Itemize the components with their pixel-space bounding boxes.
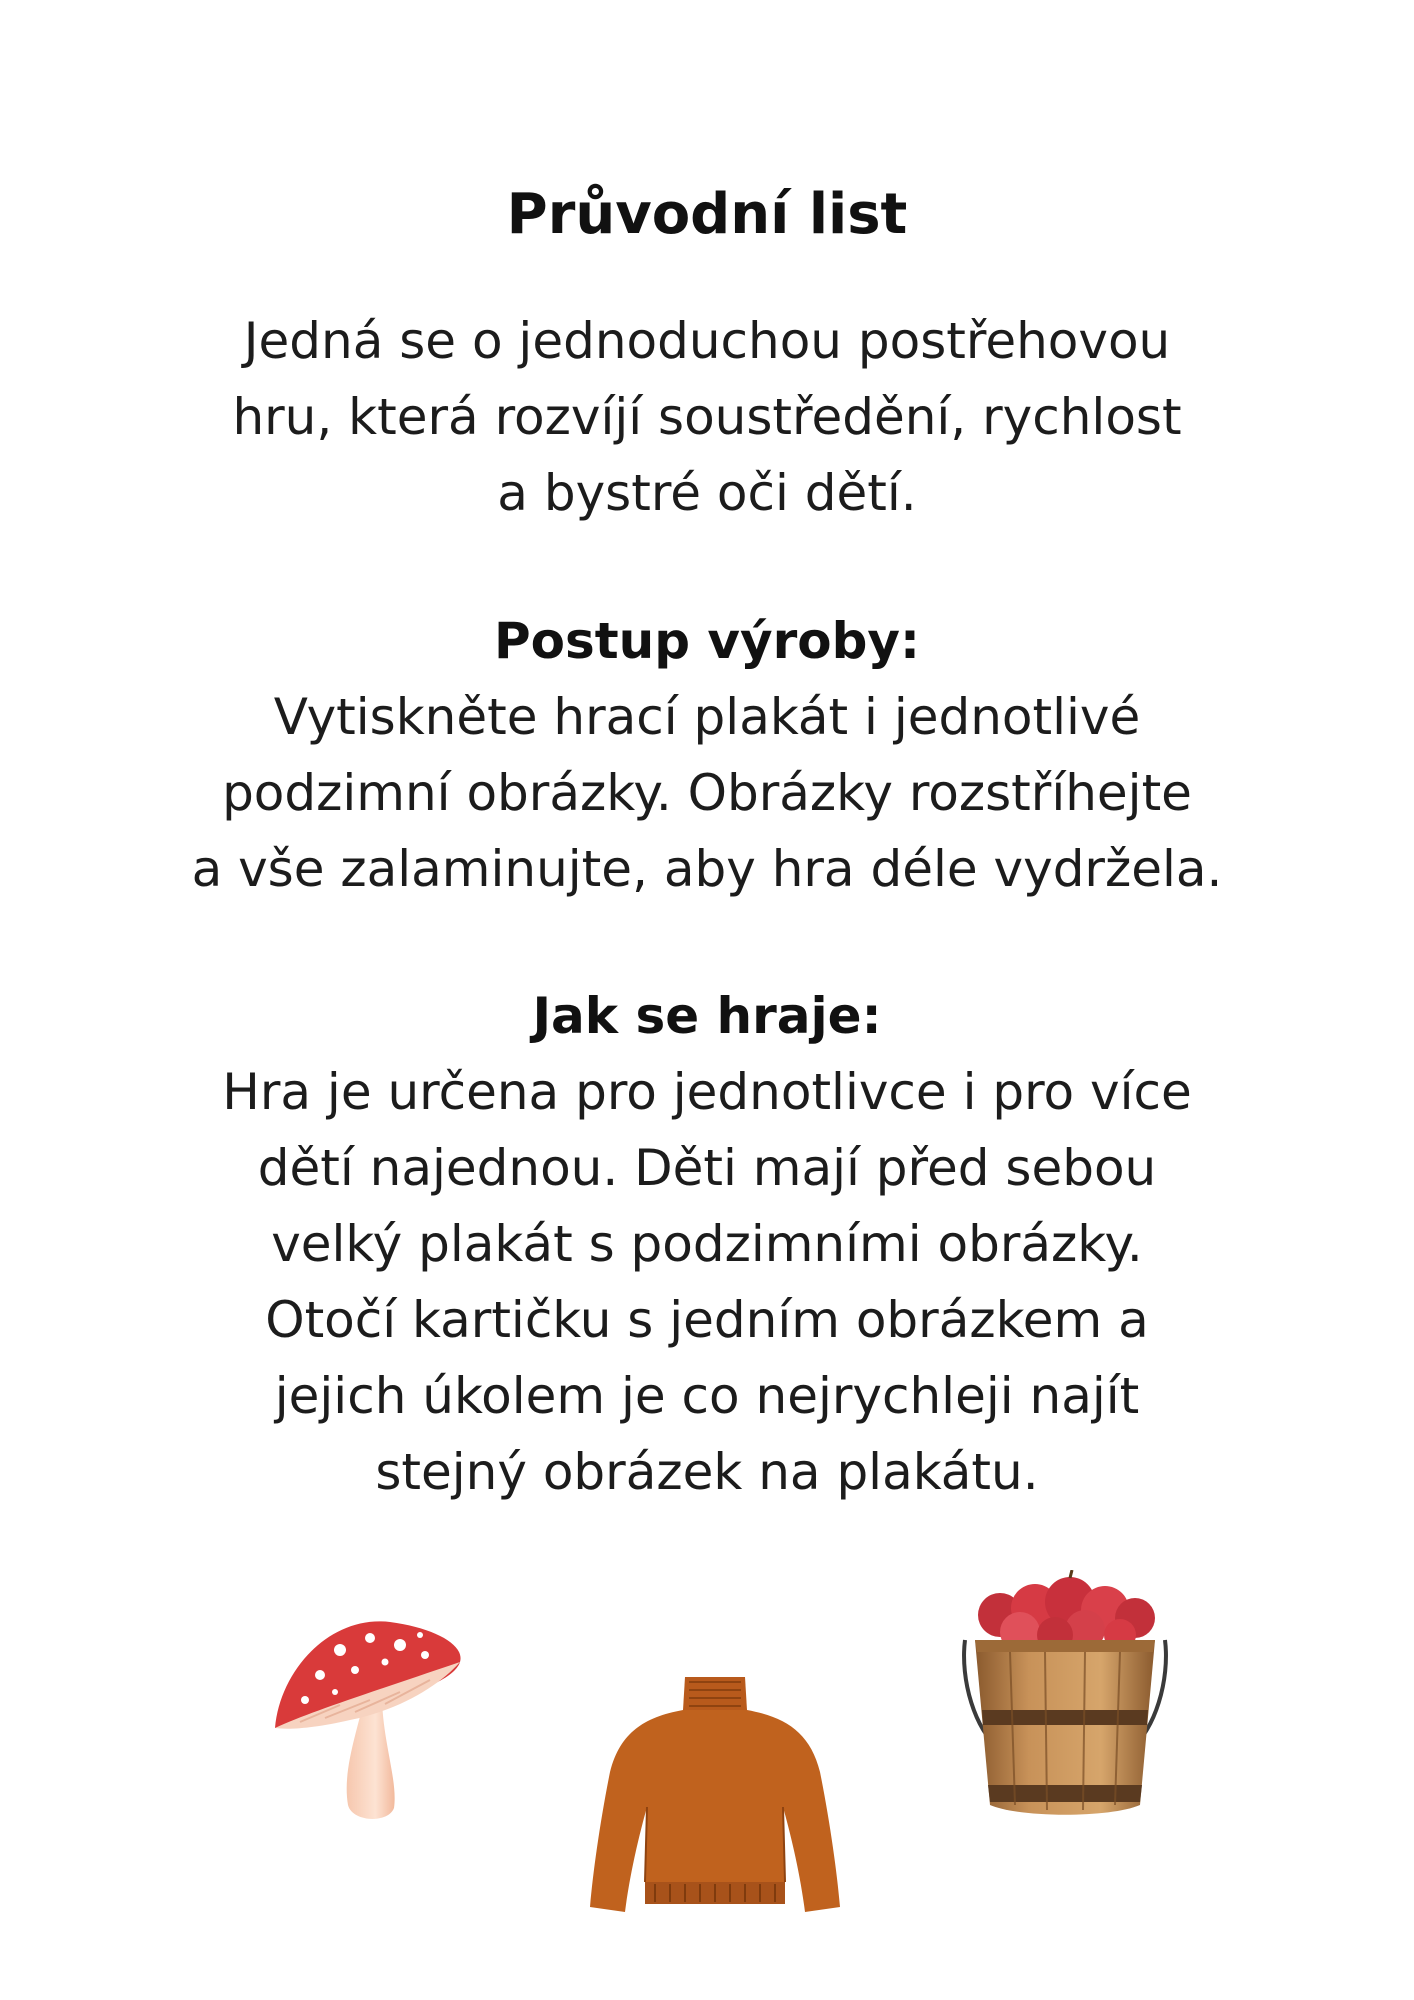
rules-line: Otočí kartičku s jedním obrázkem a [265,1291,1149,1349]
production-heading: Postup výroby: [493,612,921,670]
rules-line: velký plakát s podzimními obrázky. [271,1215,1143,1273]
sweater-icon [585,1672,845,1922]
production-line: Vytiskněte hrací plakát i jednotlivé [273,688,1141,746]
rules-line: dětí najednou. Děti mají před sebou [257,1139,1157,1197]
rules-line: jejich úkolem je co nejrychleji najít [274,1367,1140,1425]
intro-line: a bystré oči dětí. [497,464,917,522]
rules-line: stejný obrázek na plakátu. [375,1443,1039,1501]
rules-heading: Jak se hraje: [532,987,882,1045]
intro-paragraph [0,303,1414,531]
apple-bucket-icon [960,1570,1170,1820]
rules-line: Hra je určena pro jednotlivce i pro více [222,1063,1192,1121]
mushroom-icon [270,1600,470,1830]
page-title: Průvodní list [506,182,908,247]
production-line: podzimní obrázky. Obrázky rozstříhejte [222,764,1192,822]
production-section [0,603,1414,907]
production-line: a vše zalaminujte, aby hra déle vydržela. [191,840,1223,898]
intro-line: Jedná se o jednoduchou postřehovou [243,312,1171,370]
rules-section [0,978,1414,1510]
intro-line: hru, která rozvíjí soustředění, rychlost [232,388,1182,446]
